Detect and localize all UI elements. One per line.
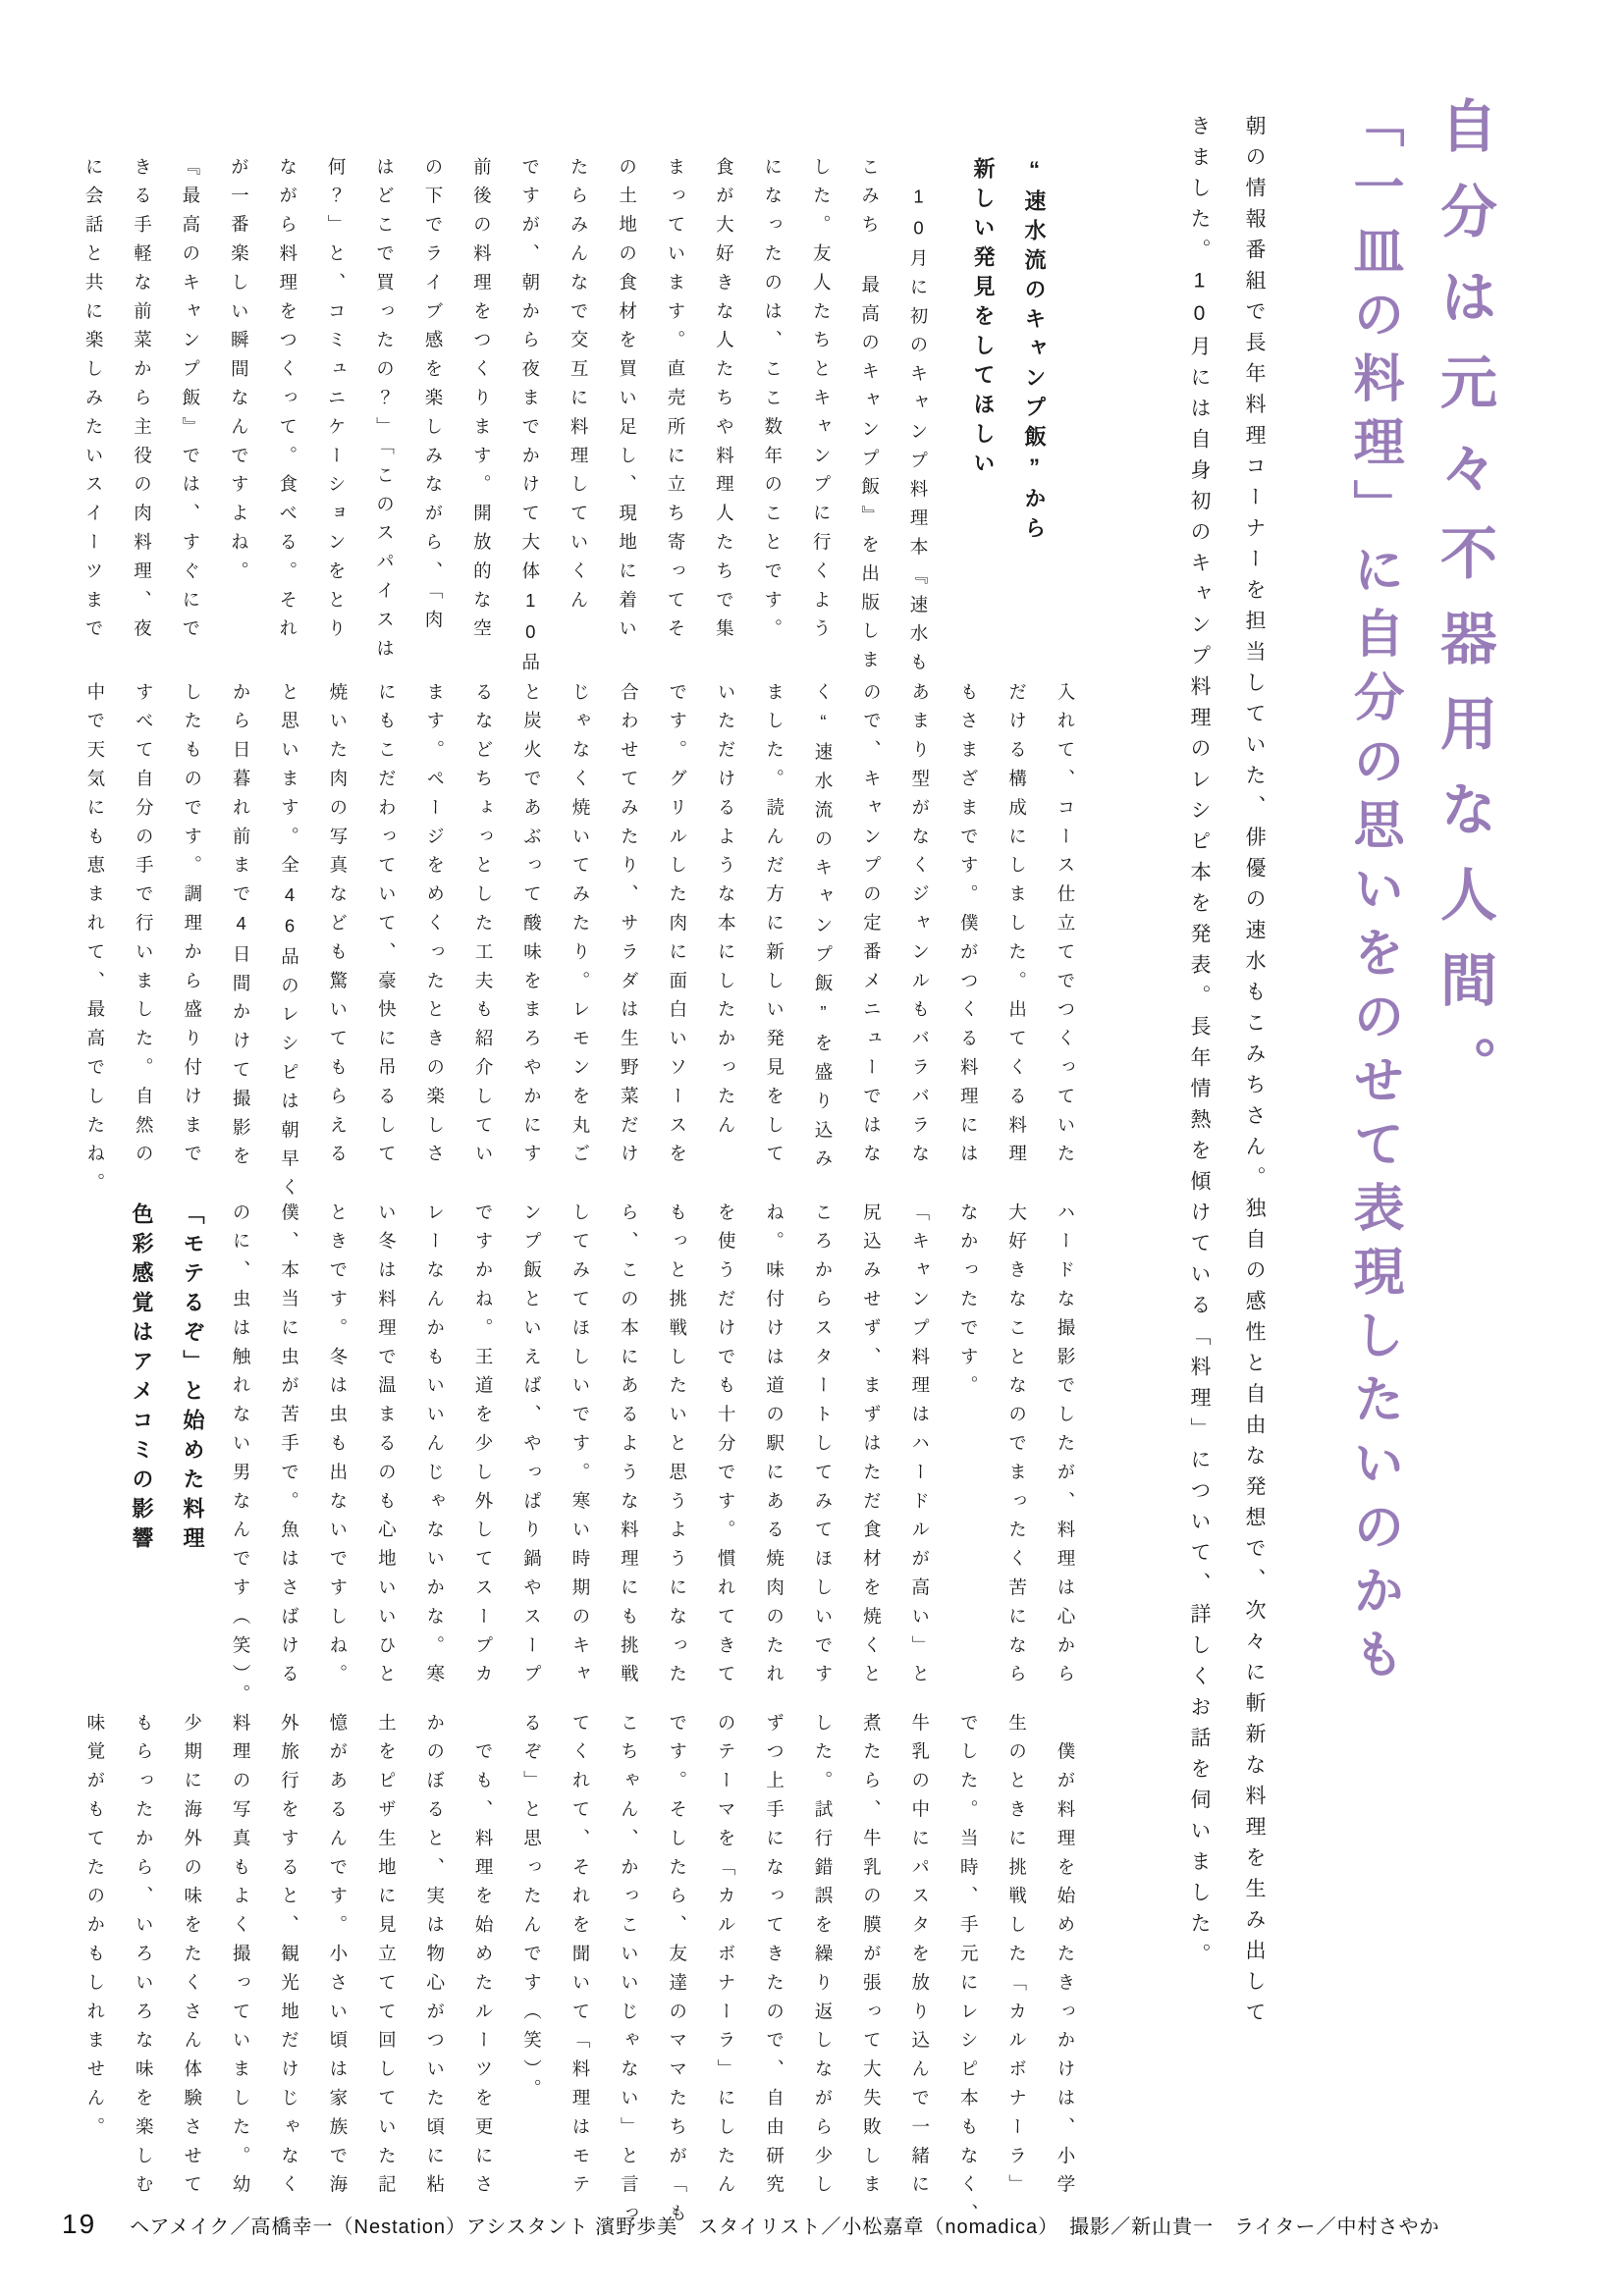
text-column: 中で天気にも恵まれて、最高でしたね。 — [84, 682, 106, 1202]
text-column: 焼いた肉の写真なども驚いてもらえる — [327, 682, 349, 1173]
text-column: ながら料理をつくって。食べる。それ — [277, 157, 298, 648]
text-column: きる手軽な前菜から主役の肉料理、夜 — [132, 157, 153, 648]
text-column: “速水流のキャンプ飯”から — [1022, 157, 1047, 546]
text-column: から日暮れ前まで4日間かけて撮影を — [231, 682, 252, 1176]
text-column: の下でライブ感を楽しみながら、「肉 — [422, 157, 444, 639]
text-column: 新しい発見をしてほしい — [971, 157, 996, 481]
text-column: じゃなく焼いてみたり。レモンを丸ご — [569, 682, 591, 1173]
page-number: 19 — [62, 2209, 97, 2239]
text-column: ですが、朝から夜までかけて大体10品 — [519, 157, 541, 682]
text-column: 僕が料理を始めたきっかけは、小学 — [1056, 1713, 1076, 2204]
text-column: 何？」と、コミュニケーションをとり — [326, 157, 348, 648]
text-column: もさまざまです。僕がつくる料理には — [958, 682, 980, 1173]
text-column: と炭火であぶって酸味をまろやかにす — [521, 682, 543, 1173]
text-column: てくれて、それを聞いて「料理はモテ — [569, 1713, 591, 2204]
text-column: のに、虫は触れない男なんです（笑）。 — [231, 1202, 252, 1713]
text-column: あまり型がなくジャンルもバラバラな — [909, 682, 931, 1173]
text-column: こみち 最高のキャンプ飯』を出版しま — [859, 157, 881, 679]
text-column: ときです。冬は虫も出ないですしね。 — [327, 1202, 349, 1693]
text-column: 朝の情報番組で長年料理コーナーを担当していた、俳優の速水もこみちさん。独自の感性と自由な発想で、次々に斬新な料理を生み出して — [1243, 115, 1266, 2032]
text-column: こちゃん、かっこいいじゃない」と言っ — [619, 1713, 640, 2233]
text-column: でも、料理を始めたルーツを更にさ — [473, 1713, 495, 2204]
text-column: るなどちょっとした工夫も紹介してい — [473, 682, 495, 1173]
text-column: したものです。調理から盛り付けまで — [182, 682, 203, 1173]
text-column: ました。読んだ方に新しい発見をして — [764, 682, 785, 1173]
text-column: に会話と共に楽しみたいスイーツまで — [83, 157, 105, 648]
text-column: 外旅行をすると、観光地だけじゃなく — [279, 1713, 300, 2204]
text-column: になったのは、ここ数年のことです。 — [762, 157, 784, 648]
text-column: もっと挑戦したいと思うようになった — [667, 1202, 688, 1693]
text-column: の土地の食材を買い足し、現地に着い — [617, 157, 638, 648]
text-column: を使うだけでも十分です。慣れてきて — [716, 1202, 737, 1693]
text-column: ます。ページをめくったときの楽しさ — [424, 682, 446, 1173]
body-text-row-2 — [71, 682, 1090, 1212]
text-column: 生のときに挑戦した「カルボナーラ」 — [1006, 1713, 1028, 2204]
lead-paragraph — [1171, 115, 1281, 2088]
text-column: です。グリルした肉に面白いソースを — [667, 682, 688, 1173]
main-headline-line-2: 「一皿の料理」に自分の思いをのせて表現したいのかも — [1345, 96, 1402, 1691]
text-column: のテーマを「カルボナーラ」にしたん — [716, 1713, 737, 2204]
text-column: 「モテるぞ」と始めた料理 — [181, 1202, 205, 1556]
text-column: 僕、本当に虫が苦手で。魚はさばける — [279, 1202, 300, 1693]
text-column: 『最高のキャンプ飯』では、すぐにで — [180, 157, 201, 648]
text-column: るぞ」と思ったんです（笑）。 — [521, 1713, 543, 2109]
section-heading-camp-meshi — [957, 157, 1059, 569]
text-column: にもこだわっていて、豪快に吊るして — [376, 682, 398, 1173]
text-column: レーなんかもいいんじゃないかな。寒 — [424, 1202, 446, 1693]
text-column: 煮たら、牛乳の膜が張って大失敗しま — [861, 1713, 883, 2204]
text-column: ンプ飯といえば、やっぱり鍋やスープ — [521, 1202, 543, 1693]
text-column: した。友人たちとキャンプに行くよう — [811, 157, 833, 648]
text-column: ハードな撮影でしたが、料理は心から — [1056, 1202, 1076, 1693]
text-column: 土をピザ生地に見立てて回していた記 — [376, 1713, 398, 2204]
text-column: いただけるような本にしたかったん — [716, 682, 737, 1145]
text-column: 料理の写真もよく撮っていました。幼 — [231, 1713, 252, 2204]
text-column: たらみんなで交互に料理していくん — [568, 157, 590, 619]
text-column: 合わせてみたり、サラダは生野菜だけ — [619, 682, 640, 1173]
text-column: ずつ上手になってきたので、自由研究 — [764, 1713, 785, 2204]
text-column: ですかね。王道を少し外してスープカ — [473, 1202, 495, 1693]
text-column: が一番楽しい瞬間なんですよね。 — [229, 157, 250, 590]
text-column: 味覚がもてたのかもしれません。 — [84, 1713, 106, 2146]
text-column: きました。10月には自身初のキャンプ料理のレシピ本を発表。長年情熱を傾けている「料理」について、詳しくお話を伺いました。 — [1188, 115, 1211, 1974]
text-column: 牛乳の中にパスタを放り込んで一緒に — [909, 1713, 931, 2204]
section-heading-moteruzo — [120, 1202, 218, 1615]
text-column: い冬は料理で温まるのも心地いいひと — [376, 1202, 398, 1693]
body-text-row-4 — [71, 1713, 1090, 2243]
text-column: ころからスタートしてみてほしいです — [812, 1202, 834, 1693]
text-column: はどこで買ったの？」「このスパイスは — [374, 157, 396, 667]
text-column: 少期に海外の味をたくさん体験させて — [182, 1713, 203, 2204]
text-column: すべて自分の手で行いました。自然の — [134, 682, 155, 1173]
text-column: かのぼると、実は物心がついた頃に粘 — [424, 1713, 446, 2204]
text-column: です。そしたら、友達のママたちが「も — [667, 1713, 688, 2233]
text-column: 大好きなことなのでまったく苦になら — [1006, 1202, 1028, 1693]
text-column: もらったから、いろいろな味を楽しむ — [134, 1713, 155, 2204]
text-column: なかったです。 — [958, 1202, 980, 1405]
text-column: 食が大好きな人たちや料理人たちで集 — [714, 157, 735, 648]
text-column: 10月に初のキャンプ料理本『速水も — [908, 157, 929, 682]
body-text-row-3 — [216, 1202, 1090, 1733]
text-column: 「キャンプ料理はハードルが高い」と — [909, 1202, 931, 1693]
text-column: 憶があるんです。小さい頃は家族で海 — [327, 1713, 349, 2204]
text-column: 前後の料理をつくります。開放的な空 — [471, 157, 493, 648]
main-headline-line-1: 自分は元々不器用な人間。 — [1432, 96, 1495, 1121]
text-column: だける構成にしました。出てくる料理 — [1006, 682, 1028, 1173]
text-column: した。試行錯誤を繰り返しながら少し — [812, 1713, 834, 2204]
footer — [62, 2209, 1594, 2240]
text-column: く“速水流のキャンプ飯”を盛り込み — [812, 682, 834, 1178]
text-column: と思います。全46品のレシピは朝早く — [279, 682, 300, 1207]
body-text-row-1 — [69, 157, 943, 687]
text-column: してみてほしいです。寒い時期のキャ — [569, 1202, 591, 1693]
text-column: ら、この本にあるような料理にも挑戦 — [619, 1202, 640, 1693]
staff-credits: ヘアメイク／高橋幸一（Nestation）アシスタント 濱野歩美 スタイリスト／小松嘉章（nomadica） 撮影／新山貴一 ライター／中村さやか — [130, 2216, 1440, 2238]
text-column: 色彩感覚はアメコミの影響 — [130, 1202, 154, 1556]
text-column: ね。味付けは道の駅にある焼肉のたれ — [764, 1202, 785, 1693]
text-column: ので、キャンプの定番メニューではな — [861, 682, 883, 1173]
text-column: まっています。直売所に立ち寄ってそ — [665, 157, 686, 648]
text-column: 入れて、コース仕立てでつくっていた — [1056, 682, 1076, 1173]
text-column: 尻込みせず、まずはただ食材を焼くと — [861, 1202, 883, 1693]
text-column: でした。当時、手元にレシピ本もなく、 — [958, 1713, 980, 2233]
